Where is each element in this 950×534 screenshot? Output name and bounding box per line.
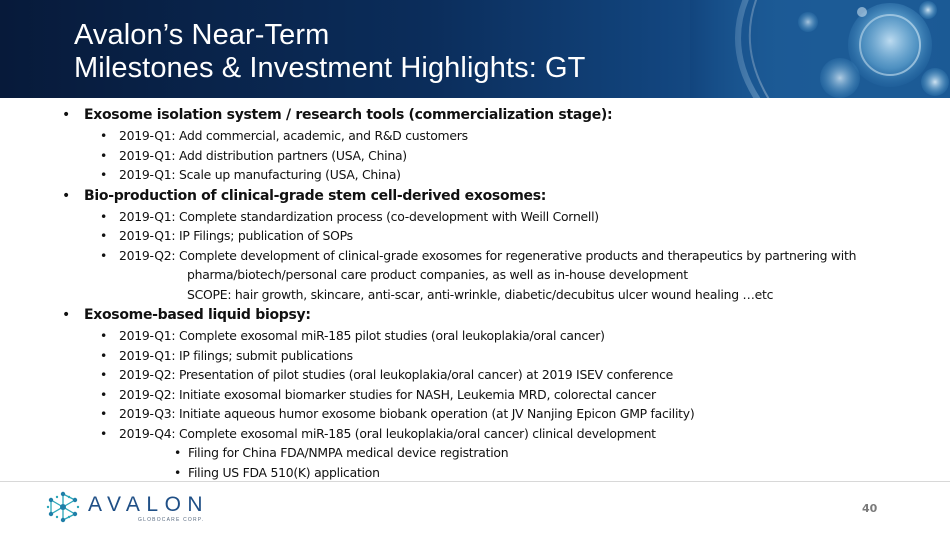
list-item: • 2019-Q1: Complete exosomal miR-185 pilot studies (oral leukoplakia/oral cancer): [0, 326, 950, 346]
sub-list-item: • Filing for China FDA/NMPA medical device registration: [0, 443, 950, 463]
sub-list-item: • Filing US FDA 510(K) application: [0, 463, 950, 483]
section-exosome-isolation: [0, 104, 950, 185]
list-item: • 2019-Q3: Initiate aqueous humor exosome biobank operation (at JV Nanjing Epicon GMP facility): [0, 404, 950, 424]
title-line-1: Avalon’s Near-Term: [74, 19, 330, 51]
list-item: • 2019-Q1: Add distribution partners (USA, China): [0, 146, 950, 166]
section-liquid-biopsy: [0, 304, 950, 482]
cell-bubbles-icon: [690, 0, 950, 98]
slide-header: [0, 0, 950, 98]
page-number: 40: [862, 502, 878, 515]
logo-tagline: GLOBOCARE CORP.: [138, 517, 205, 523]
slide-body: [0, 104, 950, 482]
section-heading: • Exosome-based liquid biopsy:: [0, 304, 950, 326]
list-item: • 2019-Q2: Complete development of clinical-grade exosomes for regenerative products and therapeutics by partnering with: [0, 246, 950, 266]
title-line-2: Milestones & Investment Highlights: GT: [74, 52, 586, 84]
slide-title: [74, 19, 586, 85]
list-item-continuation: pharma/biotech/personal care product companies, as well as in-house development: [187, 267, 688, 282]
list-item: • 2019-Q2: Initiate exosomal biomarker studies for NASH, Leukemia MRD, colorectal cancer: [0, 385, 950, 405]
list-item: • 2019-Q1: Scale up manufacturing (USA, China): [0, 165, 950, 185]
list-item: • 2019-Q1: Add commercial, academic, and R&D customers: [0, 126, 950, 146]
section-bio-production: [0, 185, 950, 305]
section-heading: • Exosome isolation system / research tools (commercialization stage):: [0, 104, 950, 126]
list-item: • 2019-Q4: Complete exosomal miR-185 (oral leukoplakia/oral cancer) clinical development: [0, 424, 950, 444]
list-item-continuation: SCOPE: hair growth, skincare, anti-scar, anti-wrinkle, diabetic/decubitus ulcer wound healing …etc: [187, 286, 774, 302]
list-item: • 2019-Q1: Complete standardization process (co-development with Weill Cornell): [0, 207, 950, 227]
list-item: • 2019-Q1: IP Filings; publication of SOPs: [0, 226, 950, 246]
list-item: • 2019-Q2: Presentation of pilot studies (oral leukoplakia/oral cancer) at 2019 ISEV conference: [0, 365, 950, 385]
footer-divider: [0, 481, 950, 482]
molecule-network-icon: [46, 490, 80, 524]
avalon-logo: [46, 490, 236, 530]
list-item: • 2019-Q1: IP filings; submit publications: [0, 346, 950, 366]
logo-wordmark: AVALON: [88, 493, 210, 516]
section-heading: • Bio-production of clinical-grade stem cell-derived exosomes:: [0, 185, 950, 207]
